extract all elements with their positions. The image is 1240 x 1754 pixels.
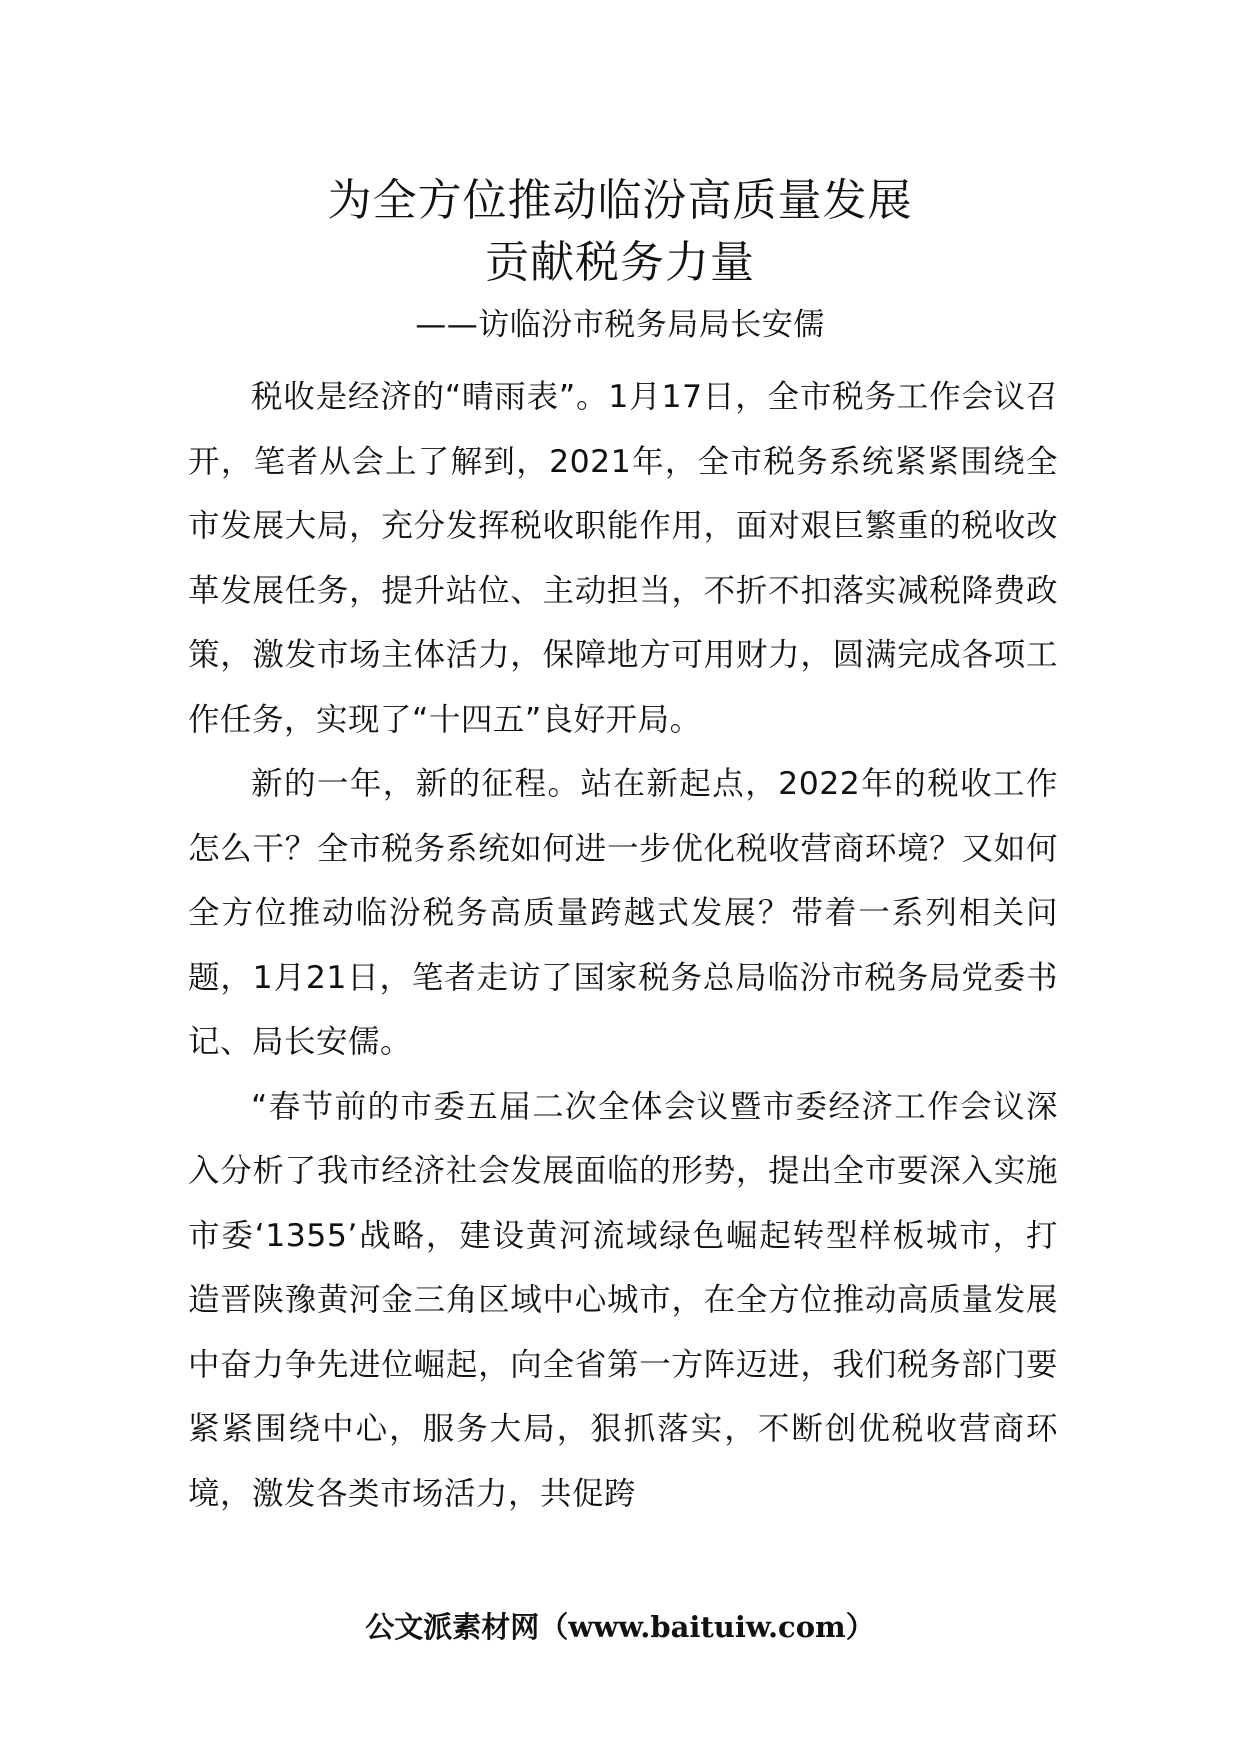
- paragraph-1: 税收是经济的“晴雨表”。1月17日，全市税务工作会议召开，笔者从会上了解到，2021年，全市税务系统紧紧围绕全市发展大局，充分发挥税收职能作用，面对艰巨繁重的税收改革发展任务，提升站位、主动担当，不折不扣落实减税降费政策，激发市场主体活力，保障地方可用财力，圆满完成各项工作任务，实现了“十四五”良好开局。: [188, 379, 1058, 738]
- title-block: [0, 170, 1240, 350]
- paragraph-2: 新的一年，新的征程。站在新起点，2022年的税收工作怎么干？全市税务系统如何进一步优化税收营商环境？又如何全方位推动临汾税务高质量跨越式发展？带着一系列相关问题，1月21日，笔者走访了国家税务总局临汾市税务局党委书记、局长安儒。: [188, 766, 1058, 1060]
- article-body: [188, 365, 1058, 1526]
- subtitle: ——访临汾市税务局局长安儒: [415, 307, 825, 343]
- footer-watermark: 公文派素材网（www.baituiw.com）: [365, 1610, 875, 1644]
- title-line-1: 为全方位推动临汾高质量发展: [327, 175, 913, 226]
- title-line-2: 贡献税务力量: [485, 237, 755, 288]
- paragraph-3: “春节前的市委五届二次全体会议暨市委经济工作会议深入分析了我市经济社会发展面临的形势，提出全市要深入实施市委‘1355’战略，建设黄河流域绿色崛起转型样板城市，打造晋陕豫黄河金三角区域中心城市，在全方位推动高质量发展中奋力争先进位崛起，向全省第一方阵迈进，我们税务部门要紧紧围绕中心，服务大局，狠抓落实，不断创优税收营商环境，激发各类市场活力，共促跨: [188, 1088, 1058, 1512]
